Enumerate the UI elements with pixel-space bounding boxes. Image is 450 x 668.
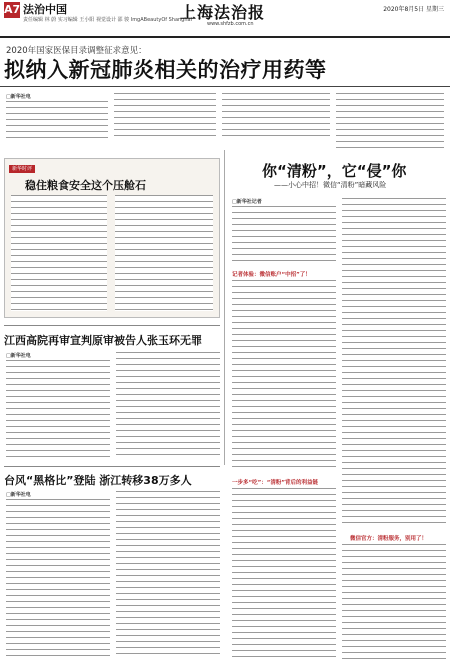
- feature-column-1c: [232, 488, 336, 660]
- typhoon-headline: 台风“黑格比”登陆 浙江转移38万多人: [4, 474, 192, 487]
- top-story-column-1: [6, 101, 108, 141]
- paper-website[interactable]: www.shfzb.com.cn: [207, 21, 254, 27]
- commentary-box: [4, 158, 220, 318]
- feature-column-1b: [232, 280, 336, 470]
- top-story-byline: □新华社电: [6, 94, 31, 100]
- commentary-column-2: [115, 195, 213, 311]
- commentary-tag: 新华时评: [9, 165, 35, 173]
- feature-headline: 你“清粉”，它“侵”你: [262, 162, 407, 180]
- feature-subhead-2: 一步多“吃”：“清粉”背后的利益链: [232, 480, 318, 486]
- issue-date: 2020年8月5日 星期三: [383, 6, 444, 13]
- top-story-headline: 拟纳入新冠肺炎相关的治疗用药等: [4, 58, 327, 82]
- jiangxi-column-1: [6, 360, 110, 458]
- top-story-kicker: 2020年国家医保目录调整征求意见：: [6, 46, 147, 56]
- paper-logo: 上海法治报: [180, 3, 266, 22]
- feature-column-1a: [232, 206, 336, 266]
- jiangxi-headline: 江西高院再审宣判原审被告人张玉环无罪: [4, 334, 202, 347]
- column-divider: [224, 150, 225, 465]
- typhoon-byline: □新华社电: [6, 492, 31, 498]
- typhoon-column-2: [116, 491, 220, 659]
- feature-column-2b: [342, 544, 446, 660]
- editor-line: 责任编辑 林 蔚 实习编辑 王小阳 视觉设计 邵 骏 ImgABeautyOf Shanghai: [23, 17, 192, 23]
- top-story-column-4: [336, 93, 444, 151]
- commentary-column-1: [11, 195, 107, 311]
- top-story-column-2: [114, 93, 216, 141]
- feature-subheading: ——小心中招！微信“清粉”暗藏风险: [274, 181, 387, 189]
- feature-column-2a: [342, 198, 446, 528]
- feature-subhead-3: 微信官方：清粉服务，别用了！: [350, 536, 428, 542]
- jiangxi-column-2: [116, 352, 220, 458]
- divider: [4, 466, 220, 467]
- divider: [4, 325, 220, 326]
- section-title: 法治中国: [23, 3, 67, 16]
- typhoon-column-1: [6, 499, 110, 659]
- feature-byline: □新华社记者: [232, 199, 262, 205]
- page-number: A7: [4, 3, 21, 16]
- commentary-headline: 稳住粮食安全这个压舱石: [25, 179, 146, 192]
- feature-subhead-1: 记者体验：微信账户“中招”了！: [232, 272, 311, 278]
- top-story-column-3: [222, 93, 330, 141]
- jiangxi-byline: □新华社电: [6, 353, 31, 359]
- masthead: [0, 0, 450, 38]
- divider: [0, 86, 450, 87]
